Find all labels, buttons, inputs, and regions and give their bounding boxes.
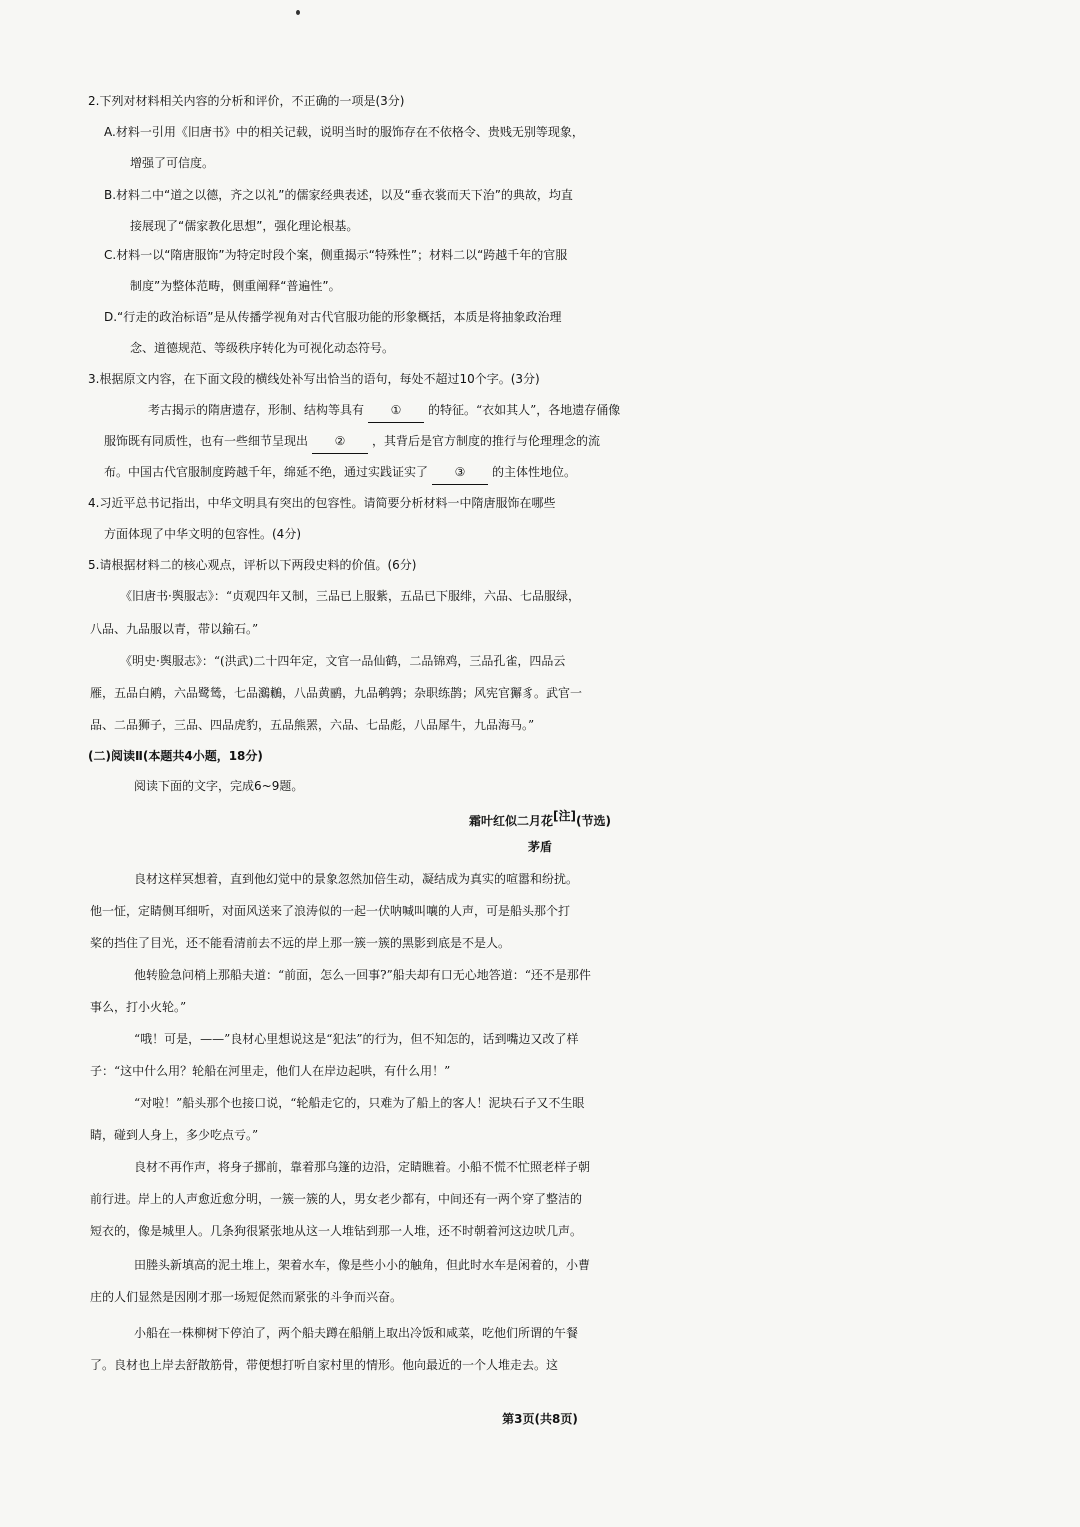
q3-stem: 3.根据原文内容，在下面文段的横线处补写出恰当的语句，每处不超过10个字。(3分) [88,372,540,386]
q2-option-b-line2: 接展现了“儒家教化思想”，强化理论根基。 [130,219,359,233]
story-title-text: 霜叶红似二月花 [469,814,554,828]
story-paragraph-2-line1: 他转脸急问梢上那船夫道：“前面，怎么一回事?”船夫却有口无心地答道：“还不是那件 [134,968,591,982]
story-paragraph-5-line2: 前行进。岸上的人声愈近愈分明，一簇一簇的人，男女老少都有，中间还有一两个穿了整洁的 [90,1192,583,1206]
fill-blank-2: ② [312,429,368,454]
q2-option-a-line1: A.材料一引用《旧唐书》中的相关记载，说明当时的服饰存在不依格令、贵贱无别等现象， [104,125,584,139]
q3-text: 的主体性地位。 [492,465,577,479]
scan-speck [296,10,300,15]
story-author: 茅盾 [527,840,552,854]
q3-text: 布。中国古代官服制度跨越千年，绵延不绝，通过实践证实了 [104,465,429,479]
story-paragraph-4-line1: “对啦！”船头那个也接口说，“轮船走它的，只难为了船上的客人！泥块石子又不生眼 [134,1096,585,1110]
section-heading: (二)阅读Ⅱ(本题共4小题，18分) [88,749,263,763]
q2-option-c-line1: C.材料一以“隋唐服饰”为特定时段个案，侧重揭示“特殊性”；材料二以“跨越千年的官服 [104,248,568,262]
q4-stem-line2: 方面体现了中华文明的包容性。(4分) [104,527,301,541]
q3-text: 考古揭示的隋唐遗存，形制、结构等具有 [148,403,365,417]
story-paragraph-4-line2: 睛，碰到人身上，多少吃点亏。” [90,1128,259,1142]
q2-option-b-line1: B.材料二中“道之以德，齐之以礼”的儒家经典表述，以及“垂衣裳而天下治”的典故，均直 [104,188,573,202]
q2-option-a-line2: 增强了可信度。 [130,156,215,170]
q5-stem: 5.请根据材料二的核心观点，评析以下两段史料的价值。(6分) [88,558,417,572]
q2-stem: 2.下列对材料相关内容的分析和评价，不正确的一项是(3分) [88,94,405,108]
q3-passage-line1 [0,395,1080,425]
story-title [0,801,1080,836]
q3-text: ，其背后是官方制度的推行与伦理理念的流 [372,434,601,448]
fill-blank-3: ③ [432,460,488,485]
q5-ming-quote-line3: 品、二品狮子，三品、四品虎豹，五品熊罴，六品、七品彪，八品犀牛，九品海马。” [90,718,535,732]
story-paragraph-3-line2: 子：“这中什么用？轮船在河里走，他们人在岸边起哄，有什么用！” [90,1064,451,1078]
q5-ming-quote-line1: 《明史·舆服志》：“(洪武)二十四年定，文官一品仙鹤，二品锦鸡，三品孔雀，四品云 [120,654,566,668]
q2-option-c-line2: 制度”为整体范畴，侧重阐释“普遍性”。 [130,279,341,293]
q2-option-d-line1: D.“行走的政治标语”是从传播学视角对古代官服功能的形象概括，本质是将抽象政治理 [104,310,562,324]
story-paragraph-5-line3: 短衣的，像是城里人。几条狗很紧张地从这一人堆钻到那一人堆，还不时朝着河这边吠几声。 [90,1224,583,1238]
story-paragraph-6-line1: 田塍头新填高的泥土堆上，架着水车，像是些小小的触角，但此时水车是闲着的，小曹 [134,1258,591,1272]
story-paragraph-2-line2: 事么，打小火轮。” [90,1000,187,1014]
story-paragraph-3-line1: “哦！可是，——”良材心里想说这是“犯法”的行为，但不知怎的，话到嘴边又改了样 [134,1032,579,1046]
story-title-excerpt: (节选) [576,814,611,828]
story-paragraph-7-line1: 小船在一株柳树下停泊了，两个船夫蹲在船艄上取出冷饭和咸菜，吃他们所谓的午餐 [134,1326,579,1340]
page-number: 第3页(共8页) [502,1412,578,1426]
q5-ming-quote-line2: 雁，五品白鹇，六品鹭鸶，七品鸂鶒，八品黄鹂，九品鹌鹑；杂职练鹊；风宪官獬豸。武官一 [90,686,583,700]
story-paragraph-1-line2: 他一怔，定睛侧耳细听，对面风送来了浪涛似的一起一伏呐喊叫嚷的人声，可是船头那个打 [90,904,571,918]
q3-text: 的特征。“衣如其人”，各地遗存俑像 [428,403,621,417]
story-paragraph-1-line1: 良材这样冥想着，直到他幻觉中的景象忽然加倍生动，凝结成为真实的喧嚣和纷扰。 [134,872,579,886]
section-instruction: 阅读下面的文字，完成6~9题。 [134,779,304,793]
q3-passage-line2 [0,426,1080,456]
story-paragraph-5-line1: 良材不再作声，将身子挪前，靠着那乌篷的边沿，定睛瞧着。小船不慌不忙照老样子朝 [134,1160,591,1174]
q3-text: 服饰既有同质性，也有一些细节呈现出 [104,434,309,448]
q4-stem-line1: 4.习近平总书记指出，中华文明具有突出的包容性。请简要分析材料一中隋唐服饰在哪些 [88,496,556,510]
q5-tang-quote-line2: 八品、九品服以青，带以鍮石。” [90,622,259,636]
q5-tang-quote-line1: 《旧唐书·舆服志》：“贞观四年又制，三品已上服紫，五品已下服绯，六品、七品服绿， [120,589,580,603]
q3-passage-line3 [0,457,1080,487]
story-paragraph-7-line2: 了。良材也上岸去舒散筋骨，带便想打听自家村里的情形。他向最近的一个人堆走去。这 [90,1358,559,1372]
fill-blank-1: ① [368,398,424,423]
q2-option-d-line2: 念、道德规范、等级秩序转化为可视化动态符号。 [130,341,395,355]
story-paragraph-6-line2: 庄的人们显然是因刚才那一场短促然而紧张的斗争而兴奋。 [90,1290,403,1304]
title-note-marker: [注] [553,809,576,823]
story-paragraph-1-line3: 桨的挡住了目光，还不能看清前去不远的岸上那一簇一簇的黑影到底是不是人。 [90,936,511,950]
